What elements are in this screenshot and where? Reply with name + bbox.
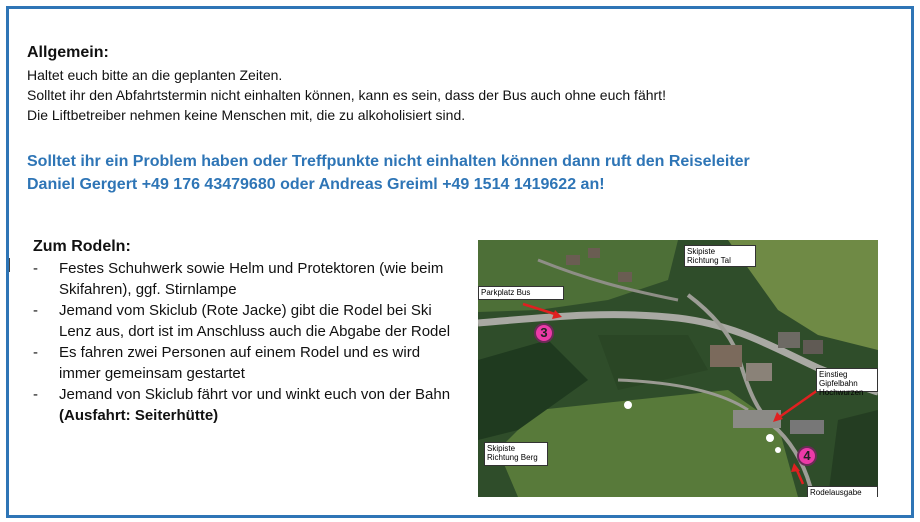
general-line-departure: Solltet ihr den Abfahrtstermin nicht einhalten können, kann es sein, dass der Bus auch ohne euch fährt!: [27, 87, 666, 103]
list-item-bold: (Ausfahrt: Seiterhütte): [59, 407, 219, 424]
label-line: Skipiste: [487, 444, 516, 453]
map-marker-4: 4: [797, 446, 817, 466]
contact-notice: [27, 150, 887, 196]
list-item: [33, 300, 463, 342]
list-dash: -: [33, 260, 38, 277]
sledding-list: [33, 258, 463, 426]
label-line: Richtung Tal: [687, 256, 731, 265]
text-cursor: [9, 258, 10, 272]
list-item: [33, 384, 463, 426]
label-line: Richtung Berg: [487, 453, 538, 462]
list-dash: -: [33, 344, 38, 361]
label-line: Skipiste: [687, 247, 716, 256]
general-section: [27, 44, 887, 125]
list-item-text: Festes Schuhwerk sowie Helm und Protektoren (wie beim Skifahren), ggf. Stirnlampe: [59, 260, 444, 298]
list-dash: -: [33, 386, 38, 403]
list-item-text: Jemand von Skiclub fährt vor und winkt euch von der Bahn: [59, 386, 451, 403]
contact-line-1: Solltet ihr ein Problem haben oder Treffpunkte nicht einhalten können dann ruft den Reiseleiter: [27, 153, 750, 170]
map-label-parkplatz: [478, 286, 564, 300]
contact-line-2: Daniel Gergert +49 176 43479680 oder Andreas Greiml +49 1514 1419622 an!: [27, 176, 605, 193]
map-marker-3: 3: [534, 323, 554, 343]
map-label-einstieg: [816, 368, 878, 397]
general-line-times: Haltet euch bitte an die geplanten Zeiten.: [27, 67, 283, 83]
satellite-map: [478, 240, 878, 497]
list-dash: -: [33, 302, 38, 319]
general-heading: Allgemein:: [27, 44, 109, 61]
sledding-heading: Zum Rodeln:: [33, 238, 131, 255]
label-line: Einstieg Gipfelbahn: [819, 370, 858, 388]
map-label-skipiste-tal: [684, 245, 756, 267]
list-item: [33, 342, 463, 384]
map-label-skipiste-berg: [484, 442, 548, 466]
label-line: Hochwurzen: [819, 388, 864, 397]
map-label-rodelausgabe: [807, 486, 878, 497]
label-line: Rodelausgabe: [810, 488, 862, 497]
sledding-section: [33, 238, 463, 426]
list-item-text: Jemand vom Skiclub (Rote Jacke) gibt die Rodel bei Ski Lenz aus, dort ist im Anschluss auch die Abgabe der Rodel: [59, 302, 451, 340]
label-line: Parkplatz Bus: [481, 288, 531, 297]
list-item: [33, 258, 463, 300]
general-line-lift: Die Liftbetreiber nehmen keine Menschen mit, die zu alkoholisiert sind.: [27, 107, 466, 123]
list-item-text: Es fahren zwei Personen auf einem Rodel und es wird immer gemeinsam gestartet: [59, 344, 421, 382]
